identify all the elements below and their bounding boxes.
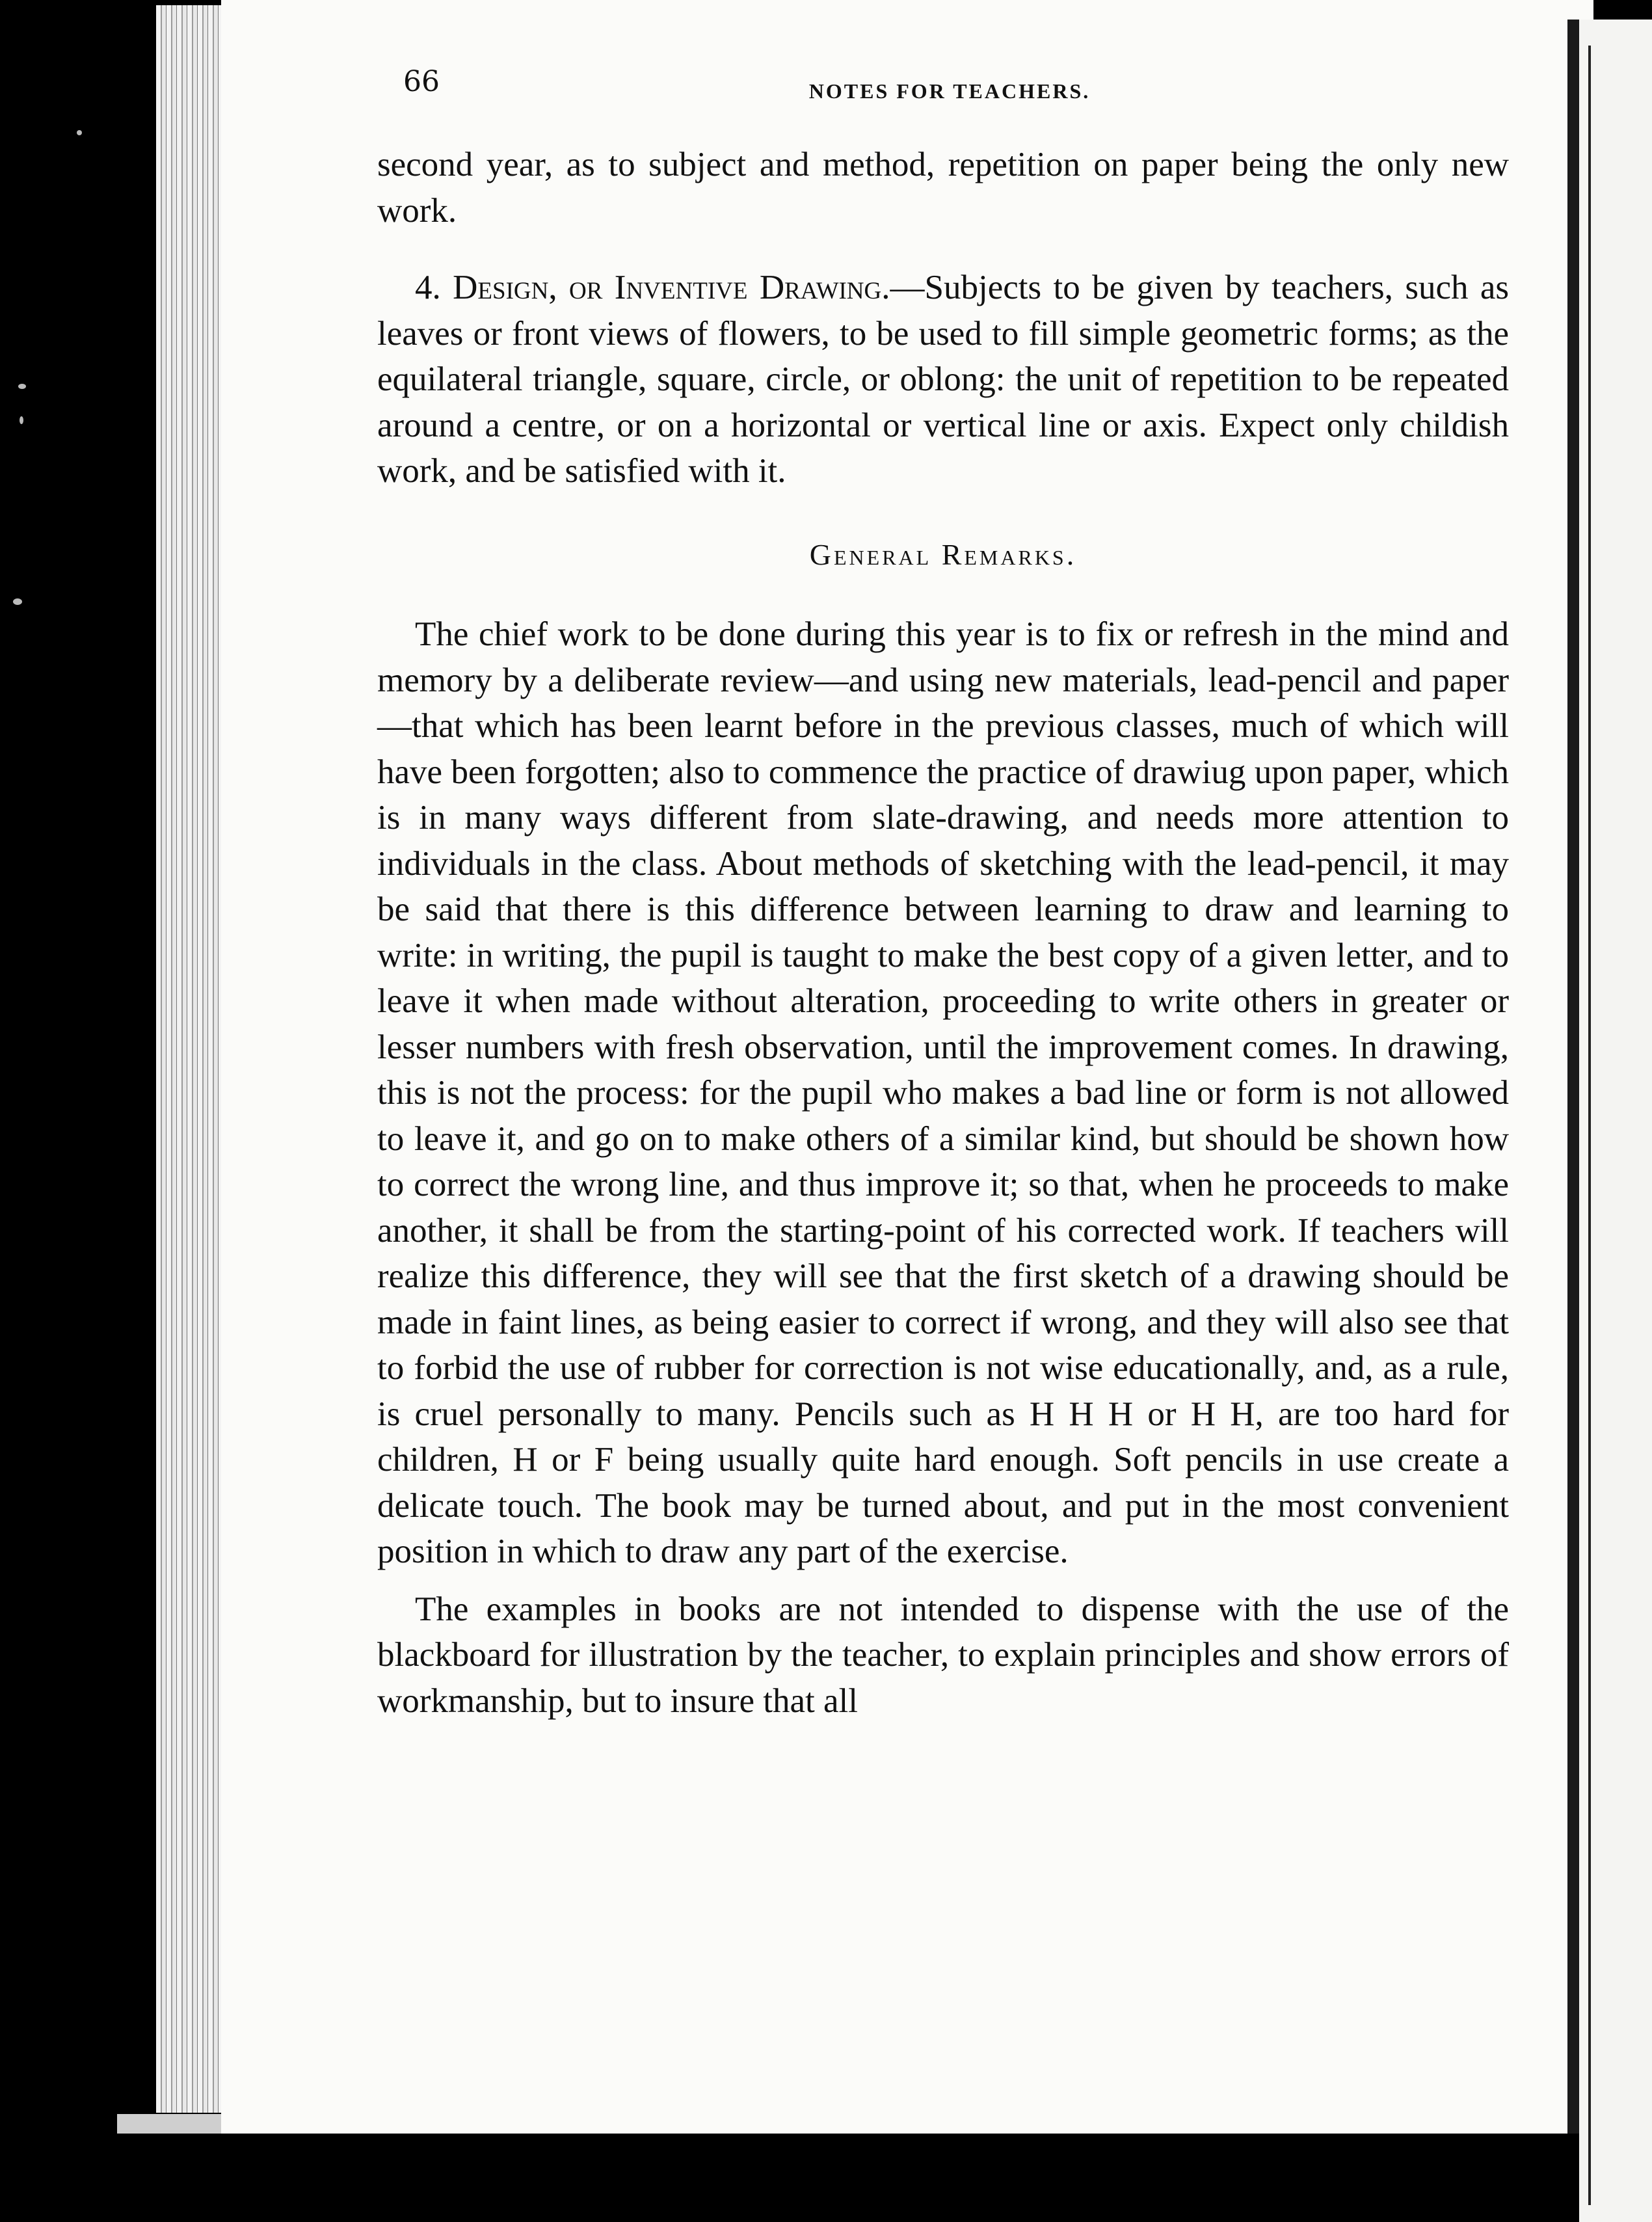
page-body <box>377 142 1509 1724</box>
section-heading: General Remarks. <box>809 537 1077 571</box>
page-gutter <box>1567 20 1579 2192</box>
paragraph-continued: second year, as to subject and method, repetition on paper being the only new work. <box>377 146 1509 230</box>
scan-speck <box>77 130 82 135</box>
scan-speck <box>13 598 22 605</box>
item-text: —Subjects to be given by teachers, such as leaves or front views of flowers, to be used to fill simple geometric forms; as the equilateral triangle, square, circle, or oblong: the unit of repetition to be repeated around a centre, or on a horizontal or vertical line or axis. Expect only childish work, and be satisfied with it. <box>377 269 1510 490</box>
scan-speck <box>18 384 26 389</box>
scan-speck <box>20 416 23 424</box>
scan-bottom-background <box>0 2134 1579 2222</box>
page-number: 66 <box>403 65 440 98</box>
running-head: NOTES FOR TEACHERS. <box>808 79 1091 103</box>
item-heading: Design, or Inventive Drawing. <box>453 269 890 306</box>
paragraph-examples: The examples in books are not intended to dispense with the use of the blackboard for illustration by the teacher, to explain principles and show errors of workmanship, but to insure that all <box>377 1590 1509 1720</box>
paragraph-design <box>377 265 1509 494</box>
item-number: 4. <box>415 269 441 306</box>
facing-page-edge <box>1579 20 1652 2222</box>
page-header <box>403 65 1496 117</box>
paragraph-general-remarks: The chief work to be done during this year is to fix or refresh in the mind and memory by a deliberate review—and using new materials, lead-pencil and paper—that which has been learnt before in the previous classes, much of which will have been forgotten; also to commence the practice of drawiug upon paper, which is in many ways different from slate-drawing, and needs more attention to individuals in the class. About methods of sketching with the lead-pencil, it may be said that there is this difference between learning to draw and learning to write: in writing, the pupil is taught to make the best copy of a given letter, and to leave it when made without alteration, proceeding to write others in greater or lesser numbers with fresh observation, until the improvement comes. In drawing, this is not the process: for the pupil who makes a bad line or form is not allowed to leave it, and go on to make others of a similar kind, but should be shown how to correct the wrong line, and thus improve it; so that, when he proceeds to make another, it shall be from the starting-point of his corrected work. If teachers will realize this difference, they will see that the first sketch of a drawing should be made in faint lines, as being easier to correct if wrong, and they will also see that to forbid the use of rubber for correction is not wise educationally, and, as a rule, is cruel personally to many. Pencils such as H H H or H H, are too hard for children, H or F being usually quite hard enough. Soft pencils in use create a delicate touch. The book may be turned about, and put in the most convenient position in which to draw any part of the exercise. <box>377 615 1509 1570</box>
